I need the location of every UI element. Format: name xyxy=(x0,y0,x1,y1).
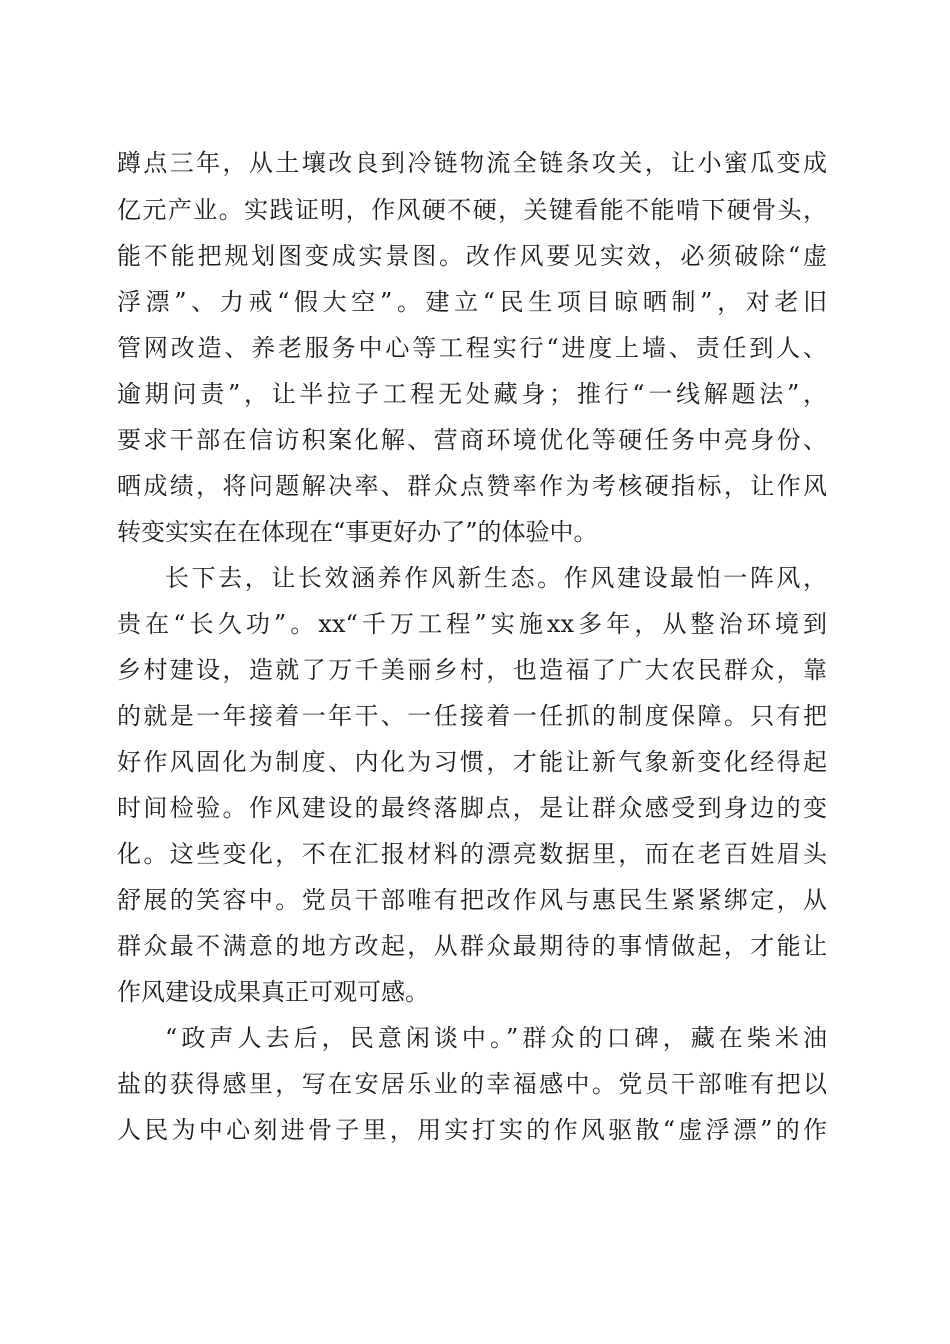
body-text-line: 转变实实在在体现在“事更好办了”的体验中。 xyxy=(117,518,598,546)
body-text-line: 管网改造、养老服务中心等工程实行“进度上墙、责任到人、 xyxy=(117,334,827,362)
body-text-line: 的就是一年接着一年干、一任接着一任抓的制度保障。只有把 xyxy=(117,702,827,730)
paragraph-first-line: “政声人去后，民意闲谈中。”群众的口碑，藏在柴米油 xyxy=(165,1024,827,1052)
body-text-line: 能不能把规划图变成实景图。改作风要见实效，必须破除“虚 xyxy=(117,242,827,270)
body-text-line: 要求干部在信访积案化解、营商环境优化等硬任务中亮身份、 xyxy=(117,426,827,454)
body-text-line: 好作风固化为制度、内化为习惯，才能让新气象新变化经得起 xyxy=(117,748,827,776)
body-text-line: 蹲点三年，从土壤改良到冷链物流全链条攻关，让小蜜瓜变成 xyxy=(117,149,827,177)
body-text-line: 盐的获得感里，写在安居乐业的幸福感中。党员干部唯有把以 xyxy=(117,1070,827,1098)
body-text-line: 亿元产业。实践证明，作风硬不硬，关键看能不能啃下硬骨头， xyxy=(117,196,827,224)
body-text-line: 晒成绩，将问题解决率、群众点赞率作为考核硬指标，让作风 xyxy=(117,472,827,500)
body-text-line: 浮漂”、力戒“假大空”。建立“民生项目晾晒制”，对老旧 xyxy=(117,288,827,316)
body-text-line: 逾期问责”，让半拉子工程无处藏身；推行“一线解题法”， xyxy=(117,380,827,408)
body-text-line: 作风建设成果真正可观可感。 xyxy=(117,978,429,1006)
body-text-line: 贵在“长久功”。xx“千万工程”实施xx多年，从整治环境到 xyxy=(117,610,827,638)
body-text-line: 舒展的笑容中。党员干部唯有把改作风与惠民生紧紧绑定，从 xyxy=(117,886,827,914)
body-text-line: 群众最不满意的地方改起，从群众最期待的事情做起，才能让 xyxy=(117,932,827,960)
paragraph-first-line: 长下去，让长效涵养作风新生态。作风建设最怕一阵风， xyxy=(165,564,827,592)
body-text-line: 化。这些变化，不在汇报材料的漂亮数据里，而在老百姓眉头 xyxy=(117,840,827,868)
body-text-line: 人民为中心刻进骨子里，用实打实的作风驱散“虚浮漂”的作 xyxy=(117,1116,827,1144)
body-text-line: 时间检验。作风建设的最终落脚点，是让群众感受到身边的变 xyxy=(117,794,827,822)
body-text-line: 乡村建设，造就了万千美丽乡村，也造福了广大农民群众，靠 xyxy=(117,656,827,684)
